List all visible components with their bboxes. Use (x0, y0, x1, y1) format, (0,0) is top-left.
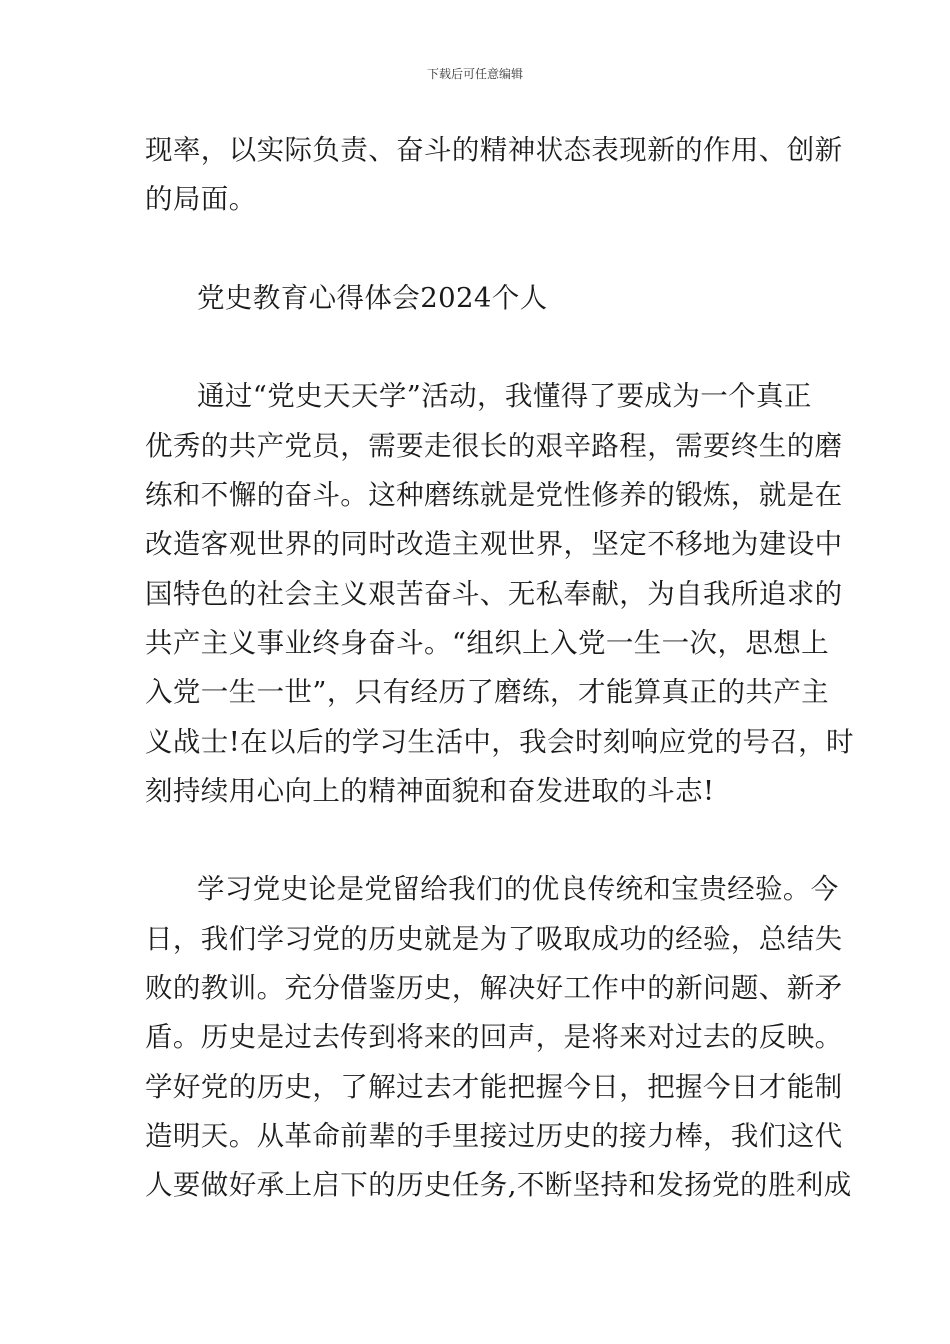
paragraph-gap (145, 323, 807, 372)
paragraph-gap (145, 225, 807, 274)
paragraph-continuation (145, 126, 843, 225)
document-body (145, 126, 854, 1211)
text-line: 学好党的历史，了解过去才能把握今日，把握今日才能制 (145, 1070, 843, 1103)
paragraph-gap (145, 816, 807, 865)
text-line: 败的教训。充分借鉴历史，解决好工作中的新问题、新矛 (145, 972, 843, 1005)
paragraph-learning-history (145, 865, 852, 1210)
text-line: 练和不懈的奋斗。这种磨练就是党性修养的锻炼，就是在 (145, 479, 843, 512)
text-line: 造明天。从革命前辈的手里接过历史的接力棒，我们这代 (145, 1119, 843, 1152)
text-line: 义战士!在以后的学习生活中，我会时刻响应党的号召，时 (145, 725, 854, 758)
text-line: 现率，以实际负责、奋斗的精神状态表现新的作用、创新 (145, 134, 843, 166)
text-line: 优秀的共产党员，需要走很长的艰辛路程，需要终生的磨 (145, 429, 843, 462)
text-line: 改造客观世界的同时改造主观世界，坚定不移地为建设中 (145, 528, 843, 561)
text-line: 盾。历史是过去传到将来的回声，是将来对过去的反映。 (145, 1021, 843, 1054)
text-line: 通过“党史天天学”活动，我懂得了要成为一个真正 (197, 380, 812, 413)
text-line: 入党一生一世”，只有经历了磨练，才能算真正的共产主 (145, 676, 830, 709)
text-line: 的局面。 (145, 183, 257, 216)
paragraph-party-history-study (145, 372, 854, 816)
section-heading: 党史教育心得体会2024个人 (197, 281, 548, 314)
text-line: 共产主义事业终身奋斗。“组织上入党一生一次，思想上 (145, 626, 830, 659)
text-line: 日，我们学习党的历史就是为了吸取成功的经验，总结失 (145, 922, 843, 955)
text-line: 学习党史论是党留给我们的优良传统和宝贵经验。今 (197, 873, 839, 906)
page-header: 下载后可任意编辑 (426, 67, 523, 81)
text-line: 国特色的社会主义艰苦奋斗、无私奉献，为自我所追求的 (145, 577, 843, 610)
text-line: 人要做好承上启下的历史任务,不断坚持和发扬党的胜利成 (145, 1169, 852, 1202)
text-line: 刻持续用心向上的精神面貌和奋发进取的斗志! (145, 774, 715, 807)
